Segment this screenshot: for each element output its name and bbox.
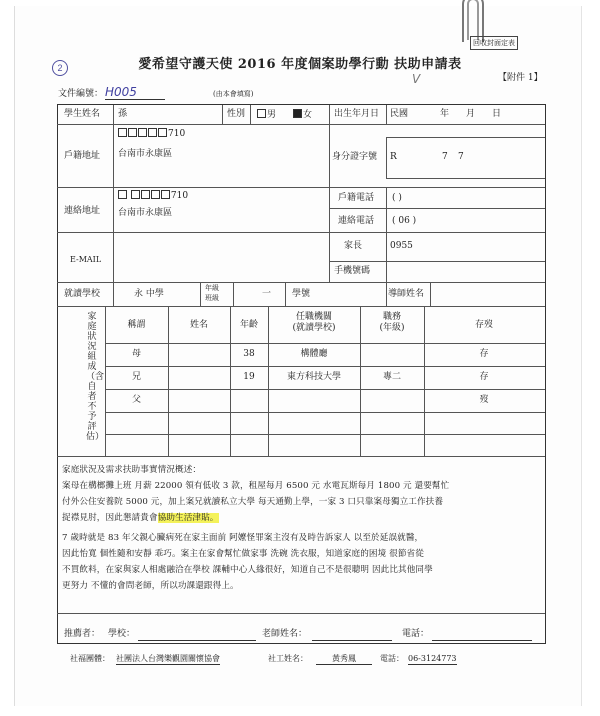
recycle-stamp: 回收封面定表: [470, 36, 518, 50]
reg-address-zip: 710: [118, 128, 185, 140]
student-id-label: 學號: [292, 289, 311, 299]
birth-era: 民國: [390, 109, 409, 119]
recommender-school-label: 學校：: [108, 629, 136, 639]
family-header-age: 年齡: [239, 320, 258, 330]
id-number-prefix: R: [390, 152, 397, 162]
parent-mobile-label: 家長: [344, 241, 363, 251]
org-value: 社團法人台灣樂觀園關懷協會: [116, 654, 220, 663]
family-row-status: 存: [479, 349, 489, 359]
situation-text-line: 付外公住安養院 5000 元，加上案兄就讀私立大學 每天通勤上學，一家 3 口只靠案母獨立工作扶養: [62, 497, 444, 507]
contact-phone-value: ( 06 ): [392, 216, 417, 226]
family-row-age: 38: [243, 349, 255, 359]
contact-address-label: 連絡地址: [64, 206, 101, 216]
birth-day: 日: [492, 109, 502, 119]
family-header-org: 任職機關 (就讀學校): [292, 312, 336, 333]
situation-text-line: 捉襟見肘，因此懇請貴會協助生活津貼。: [62, 513, 219, 523]
check-mark-icon: V: [412, 72, 421, 86]
reg-phone-value: ( ): [392, 193, 402, 203]
doc-no-note: (由本會填寫): [213, 90, 254, 98]
family-row-status: 歿: [479, 395, 489, 405]
worker-value: 黃秀鳳: [316, 653, 372, 665]
gender-label: 性別: [227, 109, 246, 119]
family-row-title: 母: [131, 349, 141, 359]
school-value: 永 中學: [134, 289, 164, 299]
grade-value: 一: [262, 289, 272, 299]
contact-address-zip: 710: [118, 190, 188, 202]
family-row-org: 構體廳: [300, 349, 328, 359]
student-name-value: 孫: [118, 109, 128, 119]
paper-clip-inner-icon: [467, 0, 479, 40]
situation-text-line: 更努力 不懂的會問老師，所以功課還跟得上。: [62, 581, 239, 591]
email-label: E-MAIL: [70, 255, 102, 264]
org-label: 社福團體：: [70, 654, 110, 663]
reg-phone-label: 戶籍電話: [338, 193, 375, 203]
grade-label: 年級: [205, 284, 219, 292]
contact-address-city: 台南市永康區: [118, 208, 173, 218]
family-row-age: 19: [243, 372, 255, 382]
form-title: 愛希望守護天使 2016 年度個案助學行動 扶助申請表: [138, 57, 462, 72]
recommender-label: 推薦者：: [64, 629, 101, 639]
mentor-label: 導師姓名: [388, 289, 425, 299]
id-number-digit-b: 7: [458, 152, 464, 162]
parent-mobile-value: 0955: [390, 241, 413, 251]
family-row-title: 兄: [131, 372, 141, 382]
situation-text-line: 不買飲料，在家與家人相處融洽在學校 課輔中心人緣很好，知道自己不是很聰明 因此比其他同學: [62, 565, 433, 575]
family-section-label: 家庭狀況組成（含自者不予評估）: [86, 312, 105, 442]
org-phone-label: 電話：: [380, 654, 404, 663]
org-phone-value: 06-3124773: [408, 654, 457, 663]
student-name-label: 學生姓名: [64, 109, 101, 119]
attachment-label: 【附件 1】: [498, 73, 543, 83]
birth-year: 年: [440, 109, 450, 119]
birth-label: 出生年月日: [334, 109, 380, 119]
birth-month: 月: [466, 109, 476, 119]
circled-number-mark: 2: [52, 60, 68, 76]
family-header-title: 稱謂: [127, 320, 146, 330]
family-header-name: 姓名: [189, 320, 208, 330]
id-number-label: 身分證字號: [332, 152, 378, 162]
doc-no-value: H005: [105, 85, 165, 100]
highlighted-request: 協助生活津貼。: [157, 513, 219, 523]
gender-female-checkbox[interactable]: 女: [293, 109, 312, 121]
family-row-role: 專二: [382, 372, 401, 382]
situation-heading: 家庭狀況及需求扶助事實情況概述：: [62, 465, 202, 475]
family-header-status: 存歿: [474, 320, 493, 330]
parent-mobile-label-2: 手機號碼: [334, 266, 371, 276]
family-row-status: 存: [479, 372, 489, 382]
contact-phone-label: 連絡電話: [338, 216, 375, 226]
reg-address-city: 台南市永康區: [118, 149, 173, 159]
reg-address-label: 戶籍地址: [64, 151, 101, 161]
class-label: 班級: [205, 294, 219, 302]
family-row-title: 父: [131, 395, 141, 405]
id-number-digit-a: 7: [442, 152, 448, 162]
family-header-role: 職務 (年級): [379, 312, 405, 333]
situation-text-line: 案母在構榔攤上班 月薪 22000 領有低收 3 款，租屋每月 6500 元 水電瓦斯每月 1800 元 還要幫忙: [62, 481, 450, 491]
document-number: [58, 85, 253, 100]
situation-text-line: 因此怡寬 個性隨和安靜 乖巧。案主在家會幫忙做家事 洗碗 洗衣服，知道家庭的困境 很節省從: [62, 549, 424, 559]
doc-no-label: 文件編號：: [58, 89, 104, 99]
teacher-phone-label: 電話：: [402, 629, 430, 639]
family-row-org: 東方科技大學: [286, 372, 341, 382]
teacher-name-label: 老師姓名：: [262, 629, 308, 639]
school-label: 就讀學校: [64, 289, 101, 299]
worker-label: 社工姓名：: [268, 654, 308, 663]
situation-text-line: 7 歲時就是 83 年父親心臟病死在家主面前 阿嬤怪罪案主沒有及時告訴家人 以至於延誤就醫，: [62, 533, 424, 543]
gender-male-checkbox[interactable]: 男: [257, 109, 276, 121]
